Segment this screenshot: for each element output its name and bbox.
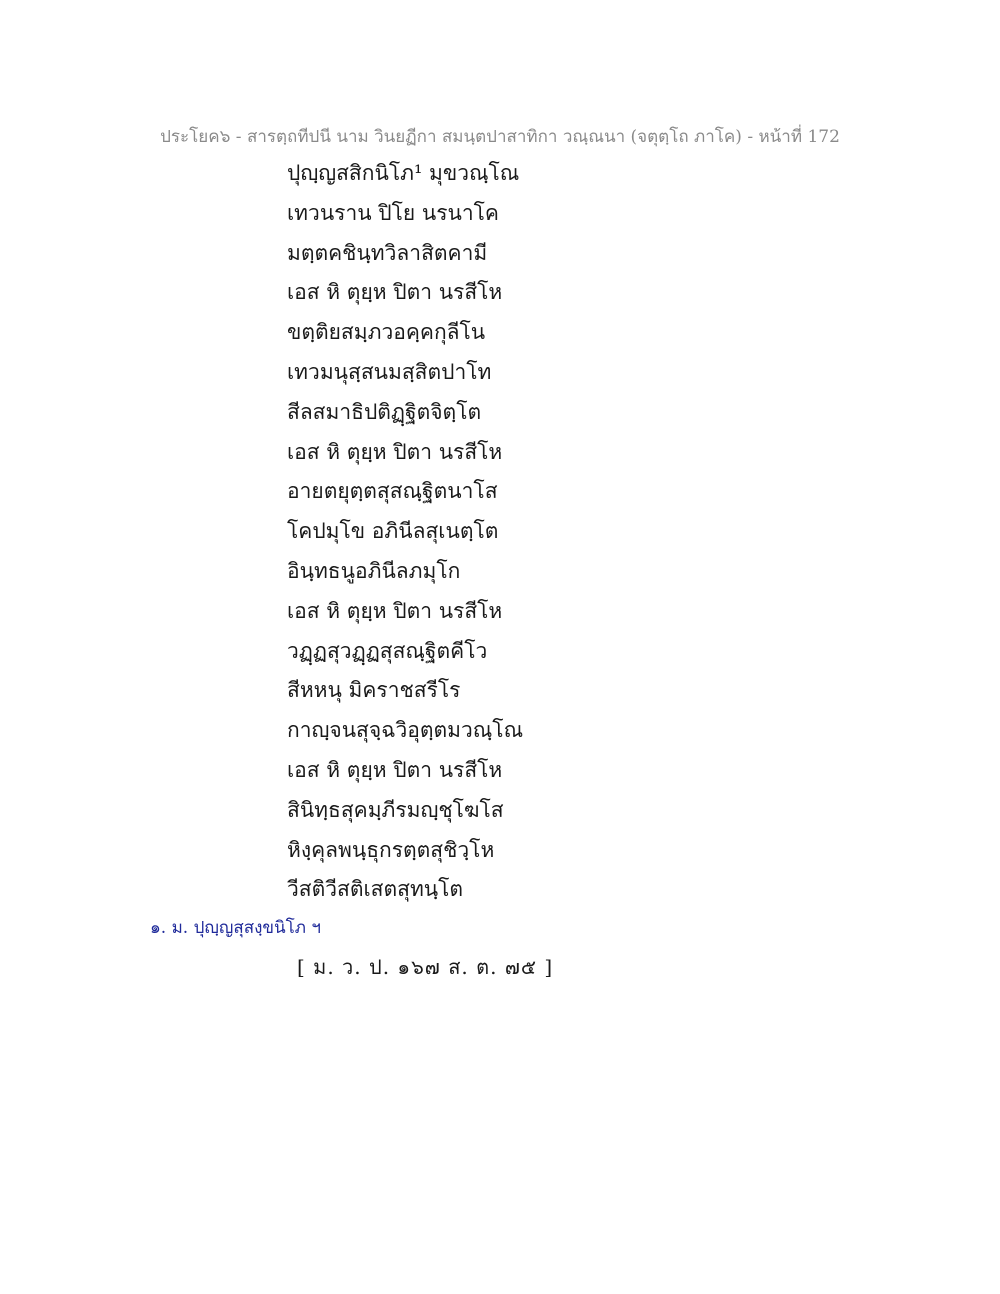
verse-line: วฏฺฏสุวฏฺฏสุสณฺฐิตคีโว (287, 638, 488, 663)
verse-line: เอส หิ ตุยฺห ปิตา นรสีโห (287, 280, 503, 305)
verse-line: เอส หิ ตุยฺห ปิตา นรสีโห (287, 757, 503, 782)
verse-line: สีหหนุ มิคราชสรีโร (287, 678, 461, 703)
verse-line: อายตยุตฺตสุสณฺฐิตนาโส (287, 479, 498, 504)
verse-line: เอส หิ ตุยฺห ปิตา นรสีโห (287, 598, 503, 623)
verse-line: อินฺทธนูอภินีลภมุโก (287, 558, 461, 583)
verse-line: เอส หิ ตุยฺห ปิตา นรสีโห (287, 439, 503, 464)
verse-line: เทวมนุสฺสนมสฺสิตปาโท (287, 359, 492, 384)
verse-block (287, 157, 523, 913)
verse-line: ปุญฺญสสิกนิโภ¹ มุขวณฺโณ (287, 161, 520, 185)
verse-line: กาญฺจนสุจฺฉวิอุตฺตมวณฺโณ (287, 718, 524, 743)
verse-line: วีสติวีสติเสตสุทนฺโต (287, 877, 464, 902)
verse-line: สีลสมาธิปติฏฺฐิตจิตฺโต (287, 399, 482, 424)
page-header: ประโยค๖ - สารตฺถทีปนี นาม วินยฏีกา สมนฺตปาสาทิกา วณฺณนา (จตุตฺโถ ภาโค) - หน้าที่ 172 (160, 127, 840, 147)
verse-line: สินิทฺธสุคมฺภีรมญฺชุโฆโส (287, 797, 504, 822)
verse-line: โคปมุโข อภินีลสุเนตฺโต (287, 519, 499, 544)
footnote: ๑. ม. ปุญฺญสุสงฺขนิโภ ฯ (150, 918, 321, 938)
verse-line: หิงฺคุลพนฺธุกรตฺตสุชิวฺโห (287, 837, 495, 862)
verse-line: ขตฺติยสมฺภวอคฺคกุลีโน (287, 320, 486, 345)
verse-line: เทวนราน ปิโย นรนาโค (287, 200, 499, 225)
verse-line: มตฺตคชินฺทวิลาสิตคามี (287, 240, 488, 265)
source-reference: [ ม. ว. ป. ๑๖๗ ส. ต. ๗๕ ] (297, 955, 554, 979)
